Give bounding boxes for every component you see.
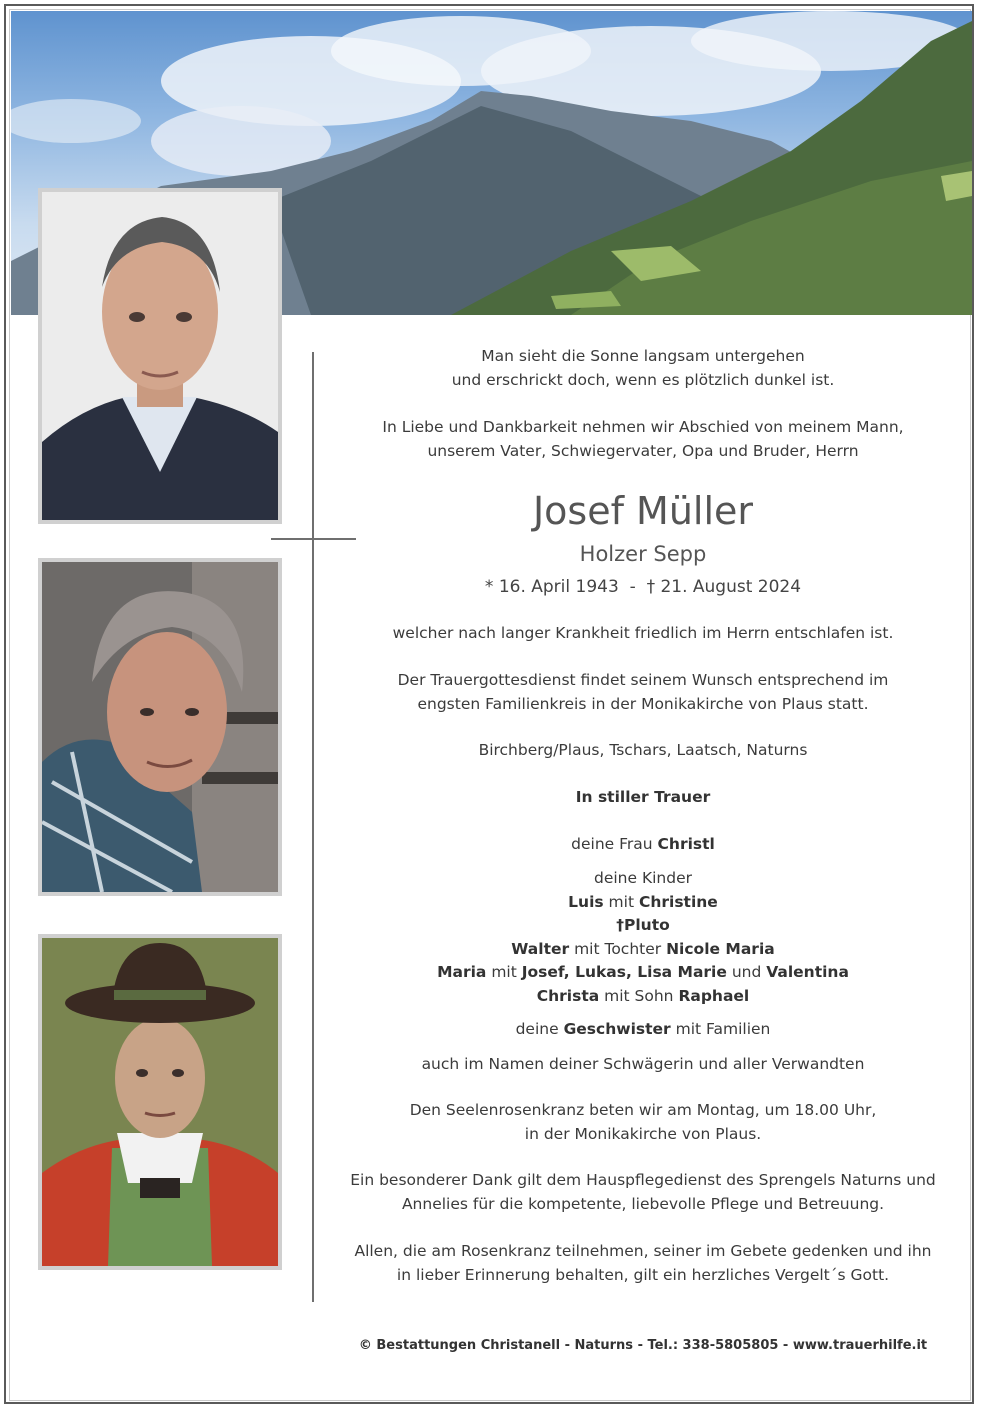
relatives-line: [340, 1053, 946, 1077]
passing-line: welcher nach langer Krankheit friedlich im Herrn entschlafen ist.: [392, 624, 894, 642]
thanks-line-1: Ein besonderer Dank gilt dem Hauspflegedienst des Sprengels Naturns und: [350, 1171, 936, 1189]
wife-prefix: deine Frau: [571, 835, 658, 853]
places: [340, 739, 946, 763]
children-row-2: [340, 914, 946, 938]
children-block: [340, 867, 946, 1008]
child-name: Walter: [511, 939, 570, 958]
connector: mit: [603, 892, 639, 911]
portrait-photo-1: [38, 188, 282, 524]
closing-text: [340, 1240, 946, 1287]
siblings-prefix: deine: [515, 1020, 564, 1038]
wife-line: [340, 833, 946, 857]
funeral-line-1: Der Trauergottesdienst findet seinem Wunsch entsprechend im: [397, 671, 889, 689]
child-name: Luis: [568, 892, 604, 911]
siblings-name: Geschwister: [563, 1020, 671, 1038]
closing-line-1: Allen, die am Rosenkranz teilnehmen, seiner im Gebete gedenken und ihn: [354, 1242, 932, 1260]
funeral-info: [340, 669, 946, 716]
birth-date: * 16. April 1943: [484, 577, 619, 597]
intro-line-1: In Liebe und Dankbarkeit nehmen wir Abschied von meinem Mann,: [382, 418, 904, 436]
child-name: Maria: [437, 963, 487, 981]
relatives-text: auch im Namen deiner Schwägerin und aller Verwandten: [421, 1055, 865, 1073]
siblings-line: [340, 1018, 946, 1042]
deceased-name: Josef Müller: [532, 489, 754, 533]
connector: und: [726, 963, 767, 981]
grandchild-names: Josef, Lukas, Lisa Marie: [521, 963, 727, 981]
spouse-name: Christine: [638, 892, 718, 911]
rosary-info: [340, 1099, 946, 1146]
thanks-line-2: Annelies für die kompetente, liebevolle Pflege und Betreuung.: [401, 1194, 885, 1213]
child-name: Christa: [536, 986, 600, 1005]
children-row-1: [340, 891, 946, 915]
verse: [340, 345, 946, 392]
connector: mit: [486, 963, 522, 981]
closing-line-2: in lieber Erinnerung behalten, gilt ein herzliches Vergelt´s Gott.: [396, 1265, 890, 1284]
children-row-3: [340, 938, 946, 962]
footer-credit: © Bestattungen Christanell - Naturns - Tel.: 338-5805805 - www.trauerhilfe.it: [358, 1338, 928, 1353]
verse-line-2: und erschrickt doch, wenn es plötzlich dunkel ist.: [451, 370, 835, 389]
date-separator: -: [629, 577, 636, 597]
siblings-suffix: mit Familien: [670, 1020, 771, 1038]
mourning-heading: [340, 786, 946, 810]
verse-line-1: Man sieht die Sonne langsam untergehen: [481, 347, 805, 365]
cross-vertical-line: [312, 352, 314, 1302]
places-line: Birchberg/Plaus, Tschars, Laatsch, Naturns: [478, 741, 808, 759]
wife-name: Christl: [657, 835, 715, 853]
children-row-4: [340, 961, 946, 985]
connector: mit Tochter: [569, 939, 667, 958]
deceased-nickname: Holzer Sepp: [579, 542, 707, 566]
grandchild-name: Nicole Maria: [666, 939, 775, 958]
passing-text: [340, 622, 946, 646]
children-heading: deine Kinder: [593, 869, 692, 887]
thanks-text: [340, 1169, 946, 1216]
death-date: † 21. August 2024: [646, 577, 802, 597]
connector: mit Sohn: [599, 986, 679, 1005]
funeral-line-2: engsten Familienkreis in der Monikakirche von Plaus statt.: [417, 694, 869, 713]
rosary-line-2: in der Monikakirche von Plaus.: [524, 1124, 762, 1143]
portrait-photo-2: [38, 558, 282, 896]
grandchild-name: Valentina: [766, 963, 849, 981]
grandchild-name: Raphael: [678, 986, 750, 1005]
child-name: †Pluto: [616, 916, 670, 934]
mourning-heading-text: In stiller Trauer: [575, 788, 711, 806]
portrait-photo-3: [38, 934, 282, 1270]
children-row-5: [340, 985, 946, 1009]
rosary-line-1: Den Seelenrosenkranz beten wir am Montag, um 18.00 Uhr,: [409, 1101, 877, 1119]
intro: [340, 416, 946, 463]
intro-line-2: unserem Vater, Schwiegervater, Opa und Bruder, Herrn: [427, 441, 859, 460]
life-dates: [340, 574, 946, 600]
